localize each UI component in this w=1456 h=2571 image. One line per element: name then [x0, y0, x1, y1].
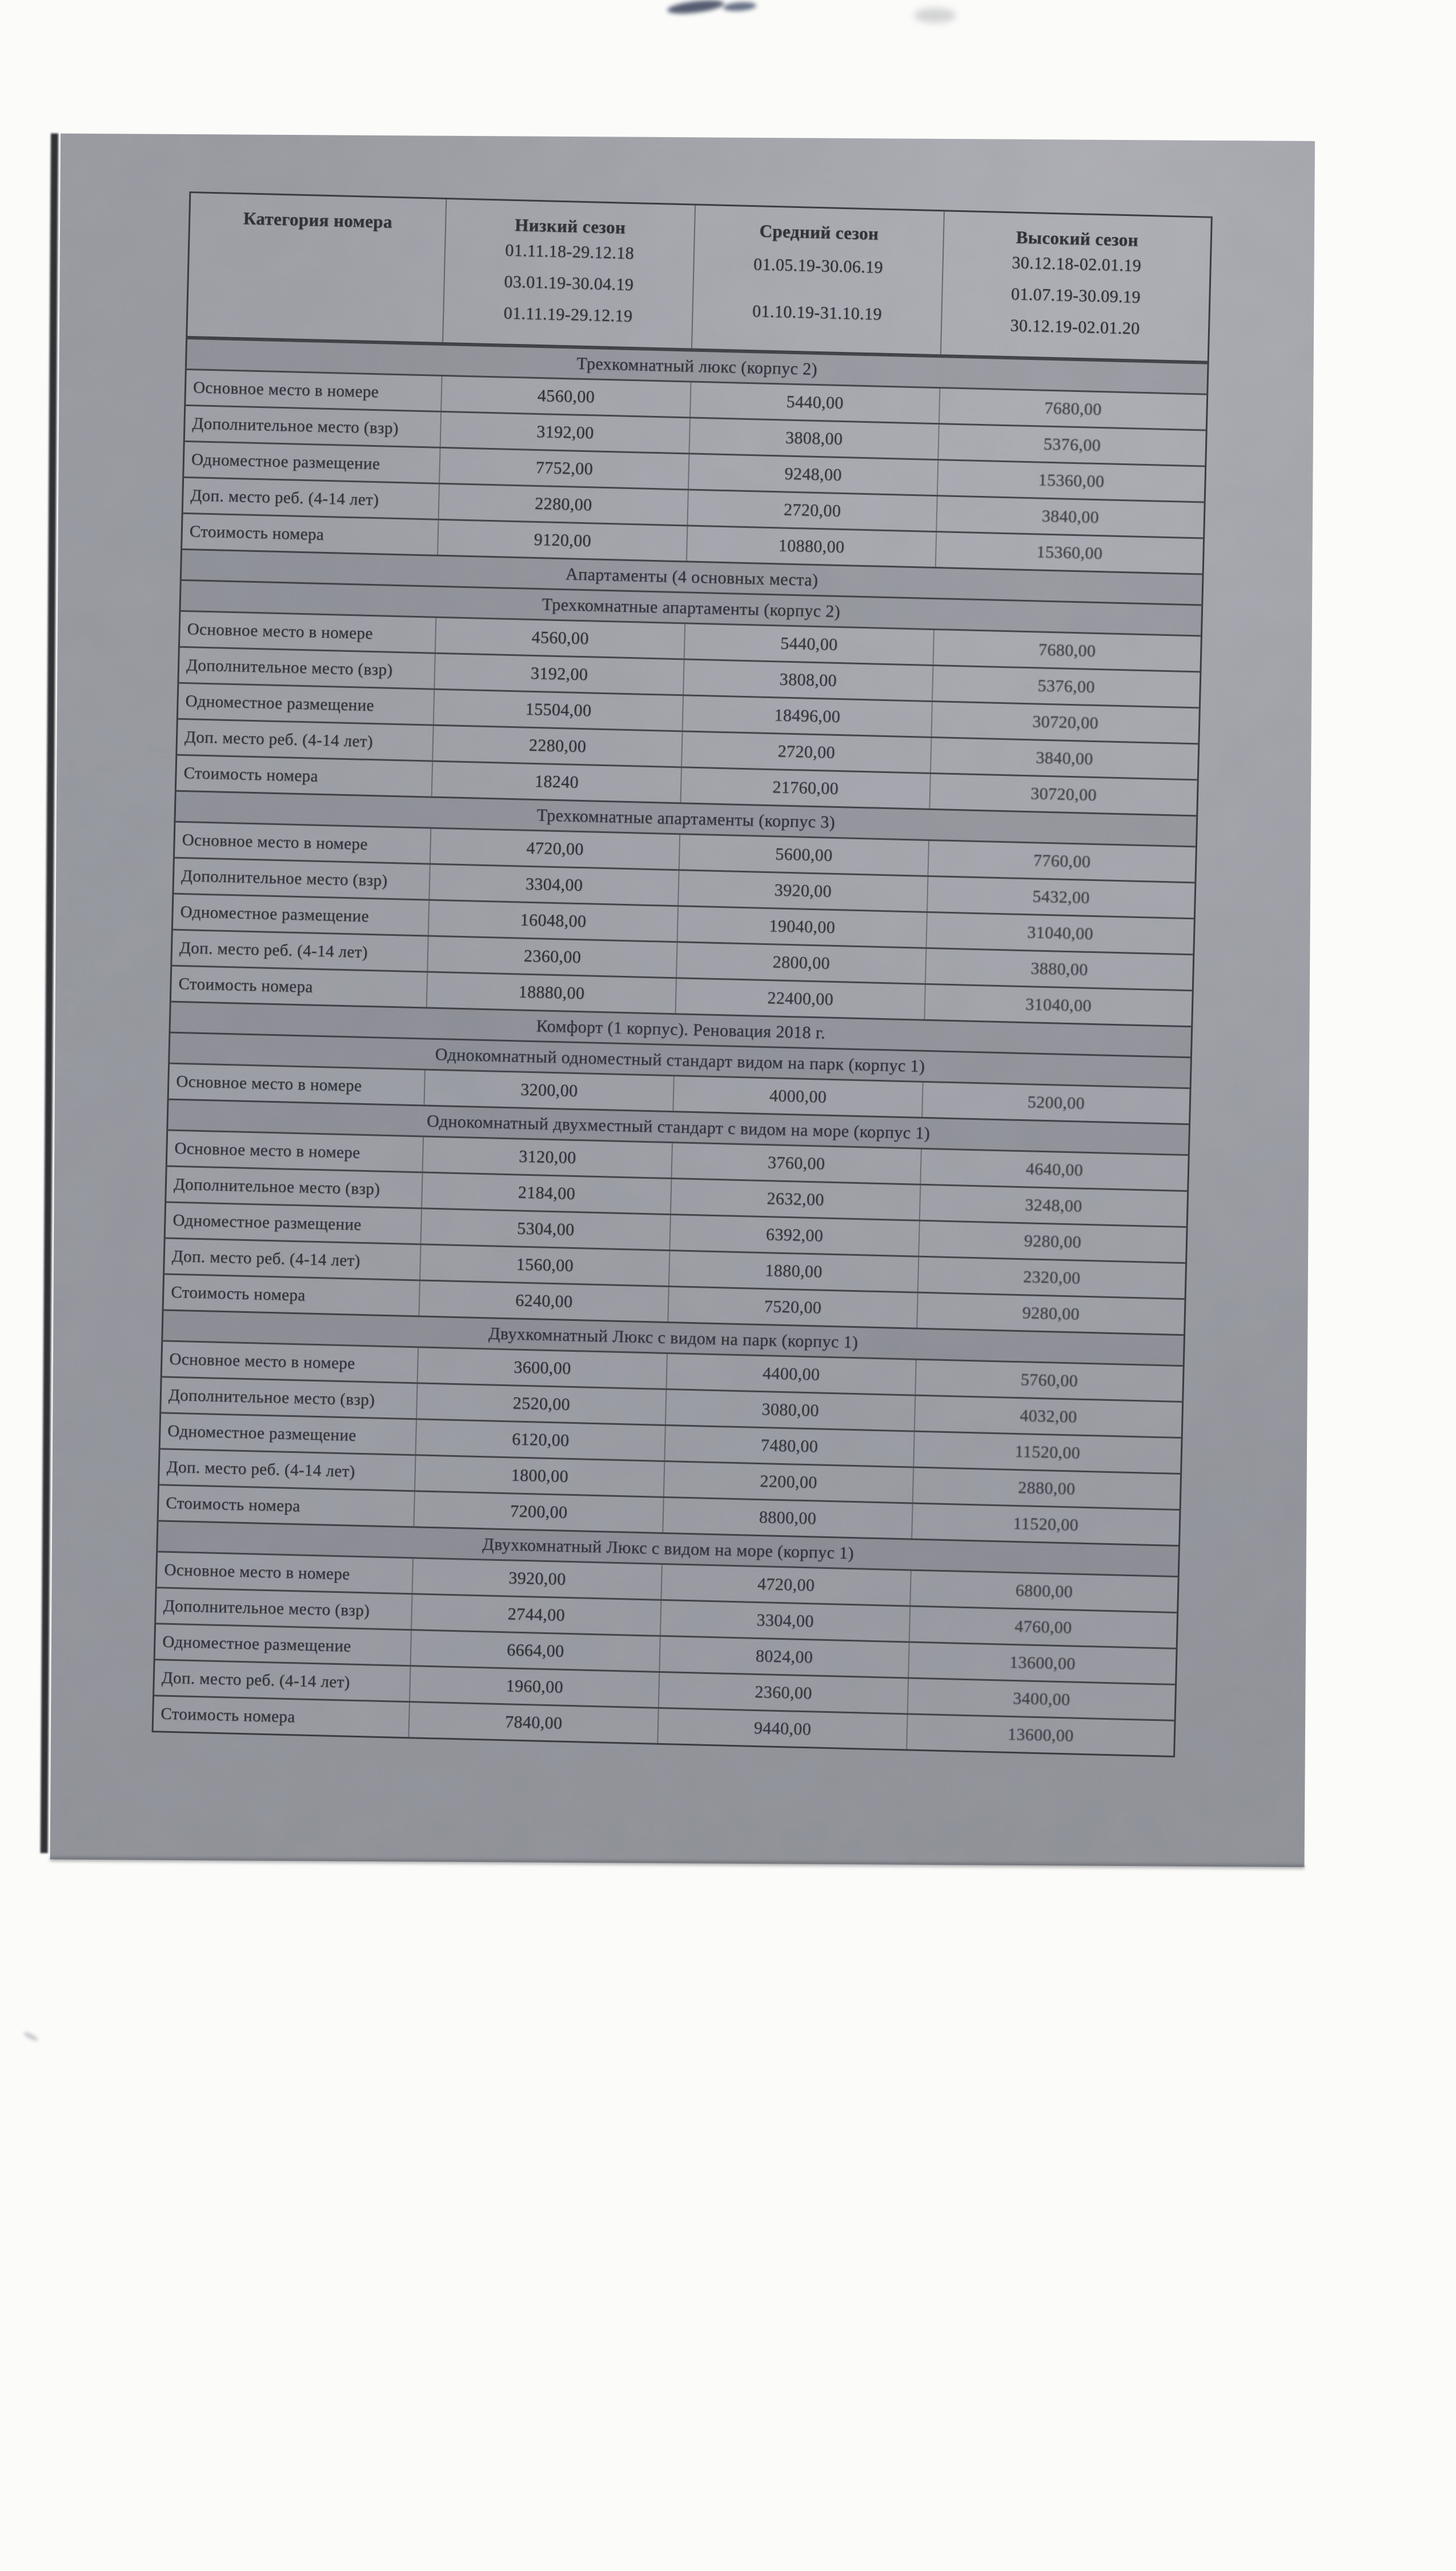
ink-smudge: [723, 1, 757, 12]
price-value: 16048,00: [429, 901, 679, 942]
row-label: Одноместное размещение: [173, 895, 430, 935]
price-value: 5200,00: [1027, 1092, 1085, 1113]
price-value: 15360,00: [1036, 542, 1103, 563]
section-header-row: Трехкомнатные апартаменты (корпус 2): [181, 579, 1202, 635]
price-value: 3400,00: [1012, 1688, 1070, 1709]
season-date: 30.12.19-02.01.20: [1010, 315, 1140, 338]
season-header-cell-high: [941, 211, 1211, 361]
row-label: Стоимость номера: [159, 1485, 416, 1526]
price-value: 5376,00: [1043, 434, 1101, 455]
row-label: Одноместное размещение: [178, 684, 435, 724]
price-value: 9440,00: [658, 1709, 908, 1749]
row-label: Доп. место реб. (4-14 лет): [154, 1660, 411, 1701]
row-label: Одноместное размещение: [184, 442, 441, 483]
price-value: 11520,00: [1014, 1441, 1081, 1463]
row-label: Стоимость номера: [182, 514, 439, 555]
price-value: 4560,00: [436, 618, 685, 659]
season-title: Низкий сезон: [514, 214, 626, 238]
season-date: 01.07.19-30.09.19: [1010, 285, 1141, 307]
season-dates: [447, 234, 691, 333]
row-label: Основное место в номере: [157, 1552, 414, 1593]
table-header-row: [187, 193, 1211, 363]
price-value: 6800,00: [1015, 1581, 1073, 1601]
price-value: 2280,00: [439, 484, 689, 525]
price-value: 7480,00: [665, 1426, 914, 1467]
price-value: 5304,00: [422, 1209, 671, 1250]
price-value: 5376,00: [1037, 676, 1096, 696]
row-label: Стоимость номера: [177, 756, 434, 796]
price-value: 30720,00: [1032, 712, 1099, 733]
section-header-row: Трехкомнатные апартаменты (корпус 3): [176, 790, 1197, 846]
price-value: 4560,00: [442, 377, 691, 417]
row-label: Основное место в номере: [169, 1064, 426, 1105]
row-label: Дополнительное место (взр): [185, 406, 442, 447]
price-value: 18240: [432, 762, 682, 803]
section-header-row: Апартаменты (4 основных места): [182, 548, 1202, 604]
row-label: Доп. место реб. (4-14 лет): [183, 478, 440, 519]
price-value: 9280,00: [1022, 1303, 1080, 1324]
price-value: 7680,00: [1038, 640, 1096, 660]
section-header-row: Трехкомнатный люкс (корпус 2): [187, 338, 1208, 394]
price-value: 4640,00: [1025, 1159, 1084, 1180]
price-value: 3200,00: [425, 1071, 675, 1111]
price-value: 2360,00: [428, 937, 677, 978]
season-dates: [945, 246, 1206, 346]
section-header-row: Однокомнатный одноместный стандарт видом на парк (корпус 1): [170, 1032, 1190, 1088]
price-value: 3840,00: [1041, 506, 1100, 527]
price-value: 7840,00: [410, 1703, 659, 1743]
price-value: 2320,00: [1022, 1267, 1081, 1288]
row-label: Доп. место реб. (4-14 лет): [159, 1449, 416, 1490]
price-value: 22400,00: [676, 979, 926, 1019]
price-value: 1880,00: [669, 1251, 919, 1292]
price-value: 7680,00: [1044, 398, 1102, 419]
section-header-row: Двухкомнатный Люкс с видом на море (корпус 1): [158, 1520, 1178, 1576]
price-value: 2360,00: [659, 1673, 909, 1713]
price-value: 3920,00: [413, 1559, 663, 1599]
price-value: 7752,00: [440, 448, 689, 489]
season-header-cell-low: [443, 199, 696, 349]
row-label: Дополнительное место (взр): [156, 1588, 413, 1629]
price-value: 5600,00: [680, 835, 929, 875]
row-label: Стоимость номера: [171, 967, 428, 1007]
price-value: 4032,00: [1019, 1406, 1077, 1427]
price-value: 8800,00: [663, 1498, 913, 1539]
price-value: 3808,00: [684, 660, 933, 700]
price-value: 13600,00: [1009, 1652, 1076, 1673]
price-value: 5432,00: [1032, 887, 1090, 907]
category-header-cell: Категория номера: [187, 193, 447, 342]
season-date: 01.11.18-29.12.18: [504, 241, 635, 263]
row-label: Одноместное размещение: [155, 1624, 412, 1665]
section-header-row: Комфорт (1 корпус). Реновация 2018 г.: [170, 1001, 1191, 1057]
price-table-body: [154, 338, 1208, 1756]
ink-smudge: [23, 2031, 39, 2043]
price-value: 13600,00: [1007, 1724, 1074, 1745]
row-label: Одноместное размещение: [161, 1413, 418, 1454]
price-value: 15360,00: [1038, 470, 1105, 491]
ink-smudge: [667, 0, 725, 16]
price-value: 3600,00: [418, 1348, 668, 1388]
price-value: 7200,00: [415, 1492, 664, 1532]
price-value: 4760,00: [1014, 1617, 1072, 1637]
price-value: 11520,00: [1013, 1513, 1079, 1535]
price-value: 6664,00: [411, 1631, 661, 1671]
price-value: 2880,00: [1017, 1478, 1076, 1499]
price-value: 3304,00: [661, 1601, 910, 1641]
row-label: Основное место в номере: [175, 823, 432, 863]
row-label: Дополнительное место (взр): [166, 1167, 423, 1208]
price-value: 2184,00: [422, 1173, 672, 1214]
price-value: 5440,00: [685, 624, 934, 664]
price-value: 6392,00: [670, 1215, 920, 1256]
price-value: 2280,00: [434, 726, 683, 767]
price-value: 21760,00: [681, 768, 931, 808]
price-value: 5760,00: [1020, 1370, 1078, 1391]
price-value: 18496,00: [683, 696, 933, 736]
season-header-cell-mid: [692, 206, 945, 355]
price-value: 8024,00: [660, 1637, 909, 1677]
row-label: Доп. место реб. (4-14 лет): [165, 1239, 422, 1279]
price-value: 1960,00: [410, 1667, 660, 1707]
price-value: 3120,00: [423, 1137, 673, 1178]
price-value: 2744,00: [412, 1595, 661, 1635]
price-value: 9120,00: [438, 520, 688, 561]
price-value: 2720,00: [688, 490, 937, 531]
section-header-row: Двухкомнатный Люкс с видом на парк (корпус 1): [163, 1309, 1184, 1365]
price-value: 30720,00: [1030, 784, 1097, 805]
ink-smudge: [914, 8, 956, 23]
price-value: 18880,00: [427, 973, 677, 1014]
price-value: 9280,00: [1024, 1231, 1082, 1252]
price-value: 4720,00: [662, 1565, 912, 1605]
row-label: Стоимость номера: [154, 1696, 411, 1737]
price-value: 5440,00: [691, 383, 940, 423]
price-value: 3304,00: [430, 865, 680, 906]
price-value: 19040,00: [678, 907, 928, 947]
season-date: 30.12.18-02.01.19: [1011, 253, 1142, 276]
season-title: Высокий сезон: [1016, 227, 1139, 250]
price-value: 6120,00: [416, 1420, 666, 1460]
price-value: 4400,00: [667, 1354, 917, 1395]
price-value: 2720,00: [682, 732, 932, 772]
price-value: 3808,00: [690, 419, 940, 459]
row-label: Основное место в номере: [180, 612, 437, 652]
price-value: 2200,00: [664, 1462, 914, 1503]
scan-edge-shadow: [41, 133, 58, 1853]
season-date: 01.11.19-29.12.19: [503, 303, 633, 326]
price-value: 7520,00: [668, 1287, 918, 1328]
row-label: Дополнительное место (взр): [161, 1377, 418, 1418]
price-value: 6240,00: [420, 1281, 669, 1321]
price-value: 9248,00: [689, 455, 938, 495]
price-value: 3880,00: [1030, 959, 1089, 979]
price-value: 7760,00: [1033, 851, 1091, 871]
season-date: 01.05.19-30.06.19: [753, 255, 884, 277]
price-value: 3248,00: [1024, 1195, 1082, 1216]
season-date: 03.01.19-30.04.19: [504, 272, 634, 294]
section-header-row: Однокомнатный двухместный стандарт с видом на море (корпус 1): [168, 1099, 1189, 1155]
price-value: 3080,00: [666, 1390, 916, 1431]
price-value: 3920,00: [679, 871, 928, 911]
price-value: 1560,00: [420, 1245, 670, 1286]
row-label: Стоимость номера: [164, 1275, 421, 1315]
price-value: 3192,00: [441, 413, 691, 453]
price-value: 2520,00: [417, 1384, 667, 1424]
price-value: 2800,00: [677, 943, 926, 983]
price-value: 2632,00: [671, 1179, 921, 1220]
price-value: 3840,00: [1036, 748, 1094, 768]
row-label: Дополнительное место (взр): [174, 859, 431, 899]
row-label: Доп. место реб. (4-14 лет): [172, 931, 429, 971]
row-label: Дополнительное место (взр): [179, 648, 436, 688]
price-value: 31040,00: [1026, 923, 1094, 944]
price-value: 4720,00: [431, 829, 680, 870]
price-value: 15504,00: [434, 690, 684, 731]
price-value: 4000,00: [673, 1076, 923, 1117]
row-label: Основное место в номере: [162, 1341, 419, 1382]
price-value: 3760,00: [672, 1143, 922, 1184]
season-title: Средний сезон: [759, 221, 879, 244]
photocopy-region: [50, 134, 1315, 1867]
price-value: 3192,00: [435, 654, 685, 695]
row-label: Доп. место реб. (4-14 лет): [177, 720, 434, 760]
price-value: 31040,00: [1025, 995, 1092, 1015]
row-label: Основное место в номере: [167, 1131, 424, 1172]
row-label: Основное место в номере: [186, 370, 443, 411]
season-date: 01.10.19-31.10.19: [752, 302, 883, 324]
price-value: 10880,00: [687, 526, 937, 567]
price-value: 1800,00: [415, 1456, 665, 1496]
season-dates: [696, 240, 940, 339]
row-label: Одноместное размещение: [166, 1203, 423, 1244]
price-table: [152, 191, 1213, 1757]
